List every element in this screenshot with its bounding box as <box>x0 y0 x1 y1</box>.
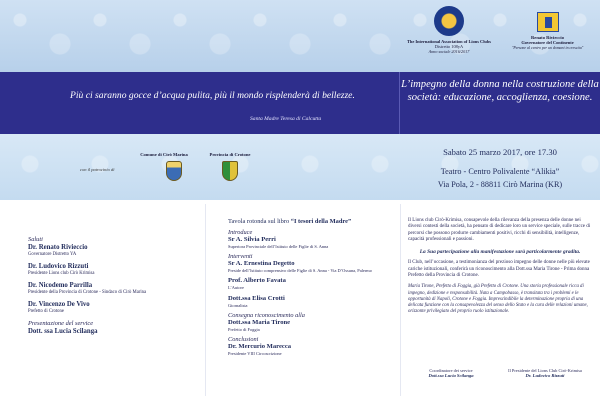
speaker-role: Presidente Lions club Cirò Krimisa <box>28 271 95 276</box>
speaker-name: Dr. Renato Rivieccio <box>28 244 88 251</box>
lions-social-year: Anno sociale 2016/2017 <box>428 49 470 54</box>
quote-text: Più ci saranno gocce d’acqua pulita, più il mondo risplenderà di bellezze. <box>70 90 355 101</box>
round-table-heading <box>228 218 398 225</box>
intro-paragraph: Il Lions club Cirò-Krimisa, consapevole della rilevanza della presenza delle donne nei diversi contesti della società, ha pensato di dedicare loro un service speciale, sulle tracce di percorsi che possono produrre cambiamenti positivi, ricchi di sensibilità, intelligenze, capacità professionali e passioni. <box>408 218 591 243</box>
quote-area <box>0 72 400 134</box>
greetings-panel <box>28 236 203 336</box>
award-paragraph: Il Club, nell’occasione, a testimonianza del prezioso impegno delle donne nelle più elevate cariche istituzionali, conferirà un riconoscimento alla Dott.ssa Maria Tirone - Prima donna Prefetto della Provincia di Crotone. <box>408 260 590 279</box>
speaker-role: Giornalista <box>228 302 248 308</box>
speaker-role: L’Autore <box>228 285 244 291</box>
comune-crest-icon <box>166 161 182 181</box>
speaker-name: Dott.ssa Maria Tirone <box>228 318 291 326</box>
signature-coordinator <box>406 368 496 379</box>
provincia-label: Provincia di Crotone <box>209 152 251 157</box>
header-ornament <box>0 0 600 72</box>
saluti-label: Saluti <box>28 236 43 243</box>
speaker-name: Prof. Alberto Favata <box>228 277 286 285</box>
invite-line: La Sua partecipazione alla manifestazione sarà particolarmente gradita. <box>419 248 581 255</box>
provincia-crest-icon <box>222 161 238 181</box>
speaker-role: Preside dell’Istituto comprensivo delle Figlie di S. Anna - Via D’Ossuna, Palermo <box>228 268 372 274</box>
governor-emblem-icon <box>537 12 559 32</box>
lions-logo-icon <box>434 6 464 36</box>
speaker-role: Prefetto di Crotone <box>28 309 64 314</box>
signature-name: Dott.ssa Lucia Scilanga <box>428 373 474 379</box>
speaker-name: Dr. Vincenzo De Vivo <box>28 301 90 308</box>
lions-association-name: The International Association of Lions Clubs <box>406 39 492 44</box>
panel-divider <box>205 204 206 396</box>
lions-district: Distretto 108yA <box>434 44 464 49</box>
event-venue: Teatro - Centro Polivalente “Alikia” <box>440 167 560 176</box>
governor-block <box>500 12 595 50</box>
signature-role: Coordinatore dei service <box>429 368 473 373</box>
patronage-label: con il patrocinio di <box>80 167 115 172</box>
speaker-name: Dr. Ludovico Rizzuti <box>28 263 89 270</box>
program-section <box>0 200 600 400</box>
speaker-name: Dott.ssa Elisa Crotti <box>228 294 285 302</box>
consegna-label: Consegna riconoscimento alla <box>228 311 305 319</box>
quote-author: Santa Madre Teresa di Calcutta <box>250 116 322 122</box>
interventi-label: Interventi <box>228 253 253 261</box>
speaker-role: Presidente della Provincia di Crotone - Sindaco di Cirò Marina <box>28 290 147 295</box>
service-person: Dott. ssa Lucia Scilanga <box>28 328 98 335</box>
description-panel <box>408 218 592 321</box>
lions-club-block <box>405 6 493 54</box>
event-address: Via Pola, 2 - 88811 Cirò Marina (KR) <box>437 180 563 189</box>
program-panel <box>228 218 398 360</box>
panel-divider <box>400 204 401 396</box>
speaker-name: Dr. Nicodemo Parrilla <box>28 282 93 289</box>
speaker-role: Prefetto di Foggia <box>228 326 260 332</box>
speaker-role: Governatore Distretto YA <box>28 252 77 257</box>
signature-name: Dr. Ludovico Rizzuti <box>525 373 565 379</box>
governor-motto: "Persone al centro per un domani in crescita" <box>511 45 584 50</box>
event-date: Sabato 25 marzo 2017, ore 17.30 <box>443 147 557 157</box>
heading-prefix: Tavola rotonda sul libro <box>228 218 290 225</box>
introduce-label: Introduce <box>228 229 253 236</box>
event-title: L’impegno della donna nella costruzione della società: educazione, accoglienza, coesione. <box>401 79 599 103</box>
book-title: “I tesori della Madre” <box>290 218 352 225</box>
speaker-name: Sr A. Silvia Perri <box>228 236 276 243</box>
prefect-bio-paragraph: Maria Tirone, Prefetto di Foggia, già Prefetto di Crotone. Una storia professionale ricca di impegno, dedizione e responsabilità. Nata a Campobasso, è transitata tra i problemi e le opportunità di Napoli, Crotone e Foggia. Imprescindibile la determinazione propria di una delicata funzione con la consapevolezza del senso dello Stato e la cura delle relazioni umane, orizzonte privilegiato del proprio ruolo istituzionale. <box>408 284 588 315</box>
governor-title: Governatore del Continente <box>521 40 574 46</box>
info-strip <box>0 134 600 200</box>
speaker-role: Presidente VIII Circoscrizione <box>228 351 282 357</box>
speaker-role: Superiora Provinciale dell’Istituto delle Figlie di S. Anna <box>228 244 329 249</box>
title-band <box>0 72 600 134</box>
service-label: Presentazione del service <box>28 320 94 327</box>
signature-role: Il Presidente del Lions Club Cirò-Krimisa <box>508 368 582 373</box>
governor-name: Renato Rivieccio <box>530 35 565 40</box>
signature-president <box>500 368 590 379</box>
comune-label: Comune di Cirò Marina <box>140 152 188 157</box>
speaker-name: Dr. Mercurio Marecca <box>228 343 292 351</box>
conclusioni-label: Conclusioni <box>228 336 259 344</box>
speaker-name: Sr A. Ernestina Degetto <box>228 260 295 268</box>
